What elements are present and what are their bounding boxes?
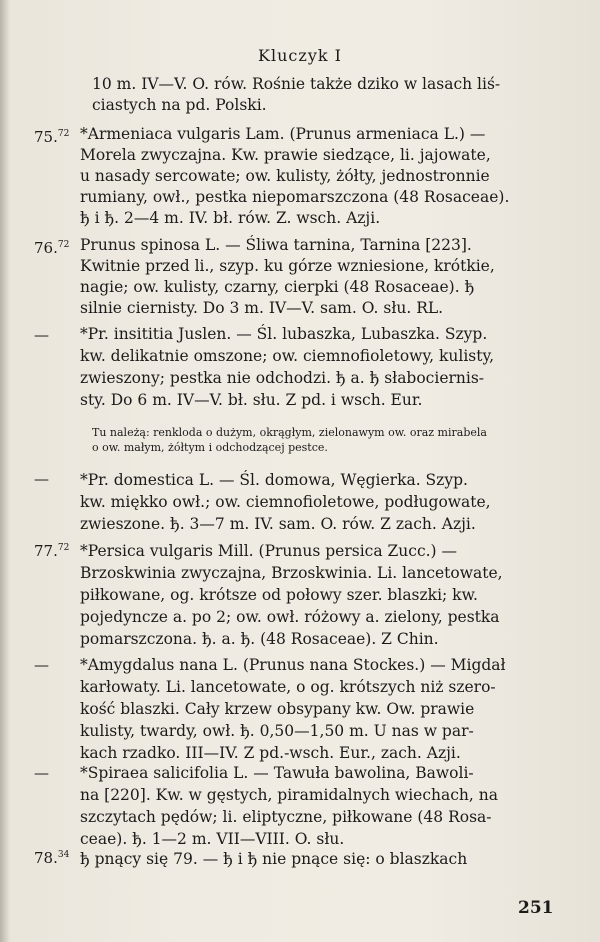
text-line: kulisty, twardy, owł. ђ. 0,50—1,50 m. U nas w par- — [80, 722, 474, 740]
page-gutter — [0, 0, 10, 942]
text-line: piłkowane, og. krótsze od połowy szer. blaszki; kw. — [80, 586, 478, 604]
text-line: pomarszczona. ђ. a. ђ. (48 Rosaceae). Z Chin. — [80, 630, 439, 648]
entry-number-76: 76.72 — [34, 239, 70, 257]
text-line: karłowaty. Li. lancetowate, o og. krótszych niż szero- — [80, 678, 496, 696]
text-line: kość blaszki. Cały krzew obsypany kw. Ow. prawie — [80, 700, 475, 718]
entry-dash: — — [34, 764, 49, 782]
text-line: rumiany, owł., pestka niepomarszczona (48 Rosaceae). — [80, 188, 510, 206]
text-line: u nasady sercowate; ow. kulisty, żółty, jednostronnie — [80, 167, 490, 185]
text-line: kw. miękko owł.; ow. ciemnofioletowe, podługowate, — [80, 493, 491, 511]
text-line: zwieszone. ђ. 3—7 m. IV. sam. O. rów. Z zach. Azji. — [80, 515, 476, 533]
text-line: ђ i ђ. 2—4 m. IV. bł. rów. Z. wsch. Azji. — [80, 209, 381, 227]
text-line: nagie; ow. kulisty, czarny, cierpki (48 Rosaceae). ђ — [80, 278, 475, 296]
entry-number-78: 78.34 — [34, 849, 70, 867]
entry-dash: — — [34, 326, 49, 344]
text-line: *Spiraea salicifolia L. — Tawuła bawolina, Bawoli- — [80, 764, 474, 782]
page-number: 251 — [518, 898, 554, 918]
text-line: *Persica vulgaris Mill. (Prunus persica Zucc.) — — [80, 542, 458, 560]
text-line: ђ pnący się 79. — ђ i ђ nie pnące się: o blaszkach — [80, 850, 468, 868]
text-line: Brzoskwinia zwyczajna, Brzoskwinia. Li. lancetowate, — [80, 564, 503, 582]
text-line: *Amygdalus nana L. (Prunus nana Stockes.) — Migdał — [80, 656, 506, 674]
note-line: o ow. małym, żółtym i odchodzącej pestce. — [92, 441, 328, 454]
text-line: zwieszony; pestka nie odchodzi. ђ a. ђ słabociernis- — [80, 369, 485, 387]
entry-number-77: 77.72 — [34, 542, 70, 560]
text-line: pojedyncze a. po 2; ow. owł. różowy a. zielony, pestka — [80, 608, 500, 626]
note-line: Tu należą: renklodа o dużym, okrągłym, zielonawym ow. oraz mirabela — [92, 426, 487, 439]
text-line: 10 m. IV—V. O. rów. Rośnie także dziko w lasach liś- — [92, 75, 501, 93]
text-line: sty. Do 6 m. IV—V. bł. słu. Z pd. i wsch. Eur. — [80, 391, 423, 409]
text-line: *Pr. domestica L. — Śl. domowa, Węgierka. Szyp. — [80, 471, 468, 489]
text-line: Morela zwyczajna. Kw. prawie siedzące, li. jajowate, — [80, 146, 491, 164]
text-line: *Armeniaca vulgaris Lam. (Prunus armeniaca L.) — — [80, 125, 486, 143]
page-header: Kluczyk I — [258, 46, 342, 65]
text-line: szczytach pędów; li. eliptyczne, piłkowane (48 Rosa- — [80, 808, 492, 826]
text-line: kw. delikatnie omszone; ow. ciemnofioletowy, kulisty, — [80, 347, 495, 365]
text-line: ceae). ђ. 1—2 m. VII—VIII. O. słu. — [80, 830, 345, 848]
text-line: ciastych na pd. Polski. — [92, 96, 267, 114]
text-line: silnie ciernisty. Do 3 m. IV—V. sam. O. słu. RL. — [80, 299, 444, 317]
text-line: kach rzadko. III—IV. Z pd.-wsch. Eur., zach. Azji. — [80, 744, 461, 762]
text-line: na [220]. Kw. w gęstych, piramidalnych wiechach, na — [80, 786, 498, 804]
text-line: *Pr. insititia Juslen. — Śl. lubaszka, Lubaszka. Szyp. — [80, 325, 488, 343]
entry-dash: — — [34, 656, 49, 674]
text-line: Prunus spinosa L. — Śliwa tarnina, Tarnina [223]. — [80, 236, 472, 254]
text-line: Kwitnie przed li., szyp. ku górze wzniesione, krótkie, — [80, 257, 495, 275]
entry-number-75: 75.72 — [34, 128, 70, 146]
entry-dash: — — [34, 470, 49, 488]
